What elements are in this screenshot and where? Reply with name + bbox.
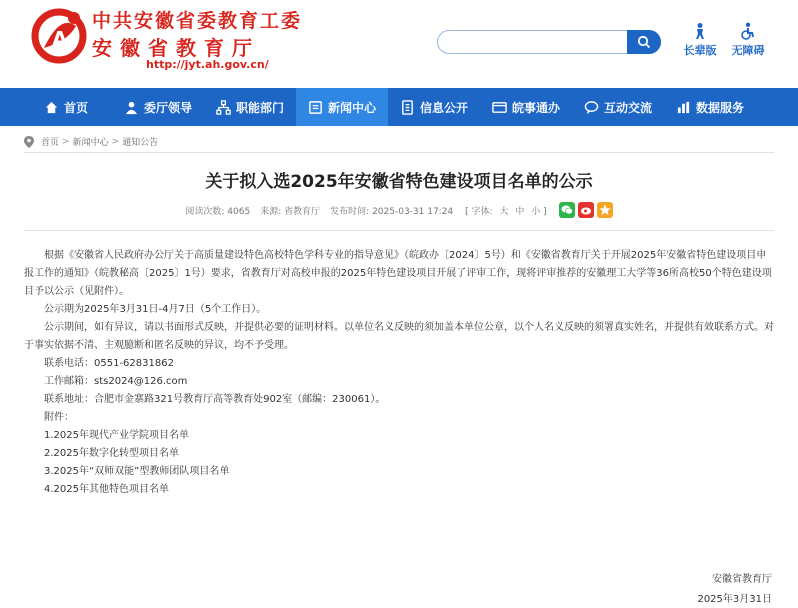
attachments-label: 附件： (44, 412, 74, 423)
contact-address: 联系地址：合肥市金寨路321号教育厅高等教育处902室（邮编：230061）。 (44, 394, 386, 405)
views (185, 204, 250, 217)
contact-phone: 联系电话：0551-62831862 (44, 358, 174, 369)
nav-item-service[interactable] (480, 88, 572, 126)
site-header (0, 0, 798, 88)
paragraph: 公示期间，如有异议，请以书面形式反映，并提供必要的证明材料。以单位名义反映的须加盖本单位公章，以个人名义反映的须署真实姓名，并提供有效联系方式。对于事实依据不清、主观臆断和匿名反映的异议，均不予受理。 (24, 322, 774, 351)
leaders-icon (124, 100, 139, 115)
attachment-link[interactable]: 2.2025年数字化转型项目名单 (44, 448, 179, 459)
location-icon (24, 136, 34, 148)
font-size-label: [ 字体: (465, 206, 493, 217)
nav-item-home[interactable] (20, 88, 112, 126)
breadcrumb-separator: > (111, 136, 120, 147)
paragraph: 根据《安徽省人民政府办公厅关于高质量建设特色高校特色学科专业的指导意见》（皖政办〔2024〕5号）和《安徽省教育厅关于开展2025年安徽省特色建设项目申报工作的通知》（皖教秘高〔2025〕1号）要求，省教育厅对高校申报的2025年特色建设项目开展了评审工作，现将评审推荐的安徽理工大学等36所高校50个特色建设项目予以公示（见附件）。 (24, 250, 772, 297)
nav-item-label: 互动交流 (603, 100, 652, 115)
signature (697, 570, 772, 608)
accessibility-label: 无障碍 (731, 44, 765, 57)
article-body (24, 247, 776, 499)
nav-item-interaction[interactable] (572, 88, 664, 126)
breadcrumb-home[interactable]: 首页 (41, 138, 60, 148)
nav-item-label: 数据服务 (695, 100, 744, 115)
org-icon (216, 100, 231, 115)
breadcrumb-separator: > (62, 136, 70, 147)
search-icon (637, 35, 651, 49)
weibo-icon[interactable] (578, 202, 594, 218)
nav-item-label: 信息公开 (419, 100, 468, 115)
elder-mode-button[interactable] (680, 22, 720, 58)
publish-date (330, 204, 453, 217)
wechat-icon[interactable] (559, 202, 575, 218)
sign-org: 安徽省教育厅 (712, 574, 772, 585)
search-button[interactable] (627, 30, 661, 54)
sign-date: 2025年3月31日 (697, 594, 772, 605)
attachment-link[interactable]: 1.2025年现代产业学院项目名单 (44, 430, 189, 441)
font-large-button[interactable]: 大 (499, 206, 509, 217)
nav-item-label: 职能部门 (235, 100, 284, 115)
logo-icon[interactable] (30, 6, 88, 64)
elder-mode-label: 长辈版 (683, 44, 717, 57)
page-title: 关于拟入选2025年安徽省特色建设项目名单的公示 (205, 172, 593, 192)
site-name-line2: 安徽省教育厅 (92, 36, 260, 60)
qzone-icon[interactable] (597, 202, 613, 218)
data-icon (676, 100, 691, 115)
date-value: 2025-03-31 17:24 (372, 206, 454, 217)
nav-item-label: 新闻中心 (327, 100, 376, 115)
divider (24, 152, 774, 153)
nav-item-info[interactable] (388, 88, 480, 126)
accessibility-icon (739, 22, 757, 40)
home-icon (44, 100, 59, 115)
paragraph: 公示期为2025年3月31日-4月7日（5个工作日）。 (44, 304, 267, 315)
news-icon (308, 100, 323, 115)
views-count: 4065 (227, 206, 251, 217)
nav-item-label: 首页 (63, 100, 88, 115)
source-value: 省教育厅 (284, 206, 321, 217)
font-medium-button[interactable]: 中 (515, 206, 525, 217)
svg-text:A: A (52, 27, 68, 51)
attachment-link[interactable]: 4.2025年其他特色项目名单 (44, 484, 169, 495)
views-label: 阅读次数: (185, 206, 225, 217)
font-size-control (463, 204, 548, 217)
breadcrumb-news[interactable]: 新闻中心 (72, 138, 109, 148)
nav-item-label: 委厅领导 (143, 100, 192, 115)
search-input[interactable] (437, 30, 661, 54)
contact-email: 工作邮箱：sts2024@126.com (44, 376, 188, 387)
attachment-link[interactable]: 3.2025年“双师双能”型教师团队项目名单 (44, 466, 230, 477)
nav-item-departments[interactable] (204, 88, 296, 126)
site-url[interactable]: http://jyt.ah.gov.cn/ (146, 58, 269, 71)
nav-item-label: 皖事通办 (511, 100, 560, 115)
info-icon (400, 100, 415, 115)
site-name-line1: 中共安徽省委教育工委 (92, 10, 303, 32)
source (260, 204, 320, 217)
share-buttons (559, 202, 613, 218)
breadcrumb (24, 135, 158, 148)
nav-item-news[interactable] (296, 88, 388, 126)
source-label: 来源: (260, 206, 282, 217)
main-nav (0, 88, 798, 126)
nav-item-leaders[interactable] (112, 88, 204, 126)
accessibility-button[interactable] (728, 22, 768, 58)
font-small-button[interactable]: 小 ] (531, 206, 547, 217)
article-meta (0, 202, 798, 218)
service-icon (492, 100, 507, 115)
date-label: 发布时间: (330, 206, 370, 217)
divider (24, 230, 774, 231)
breadcrumb-notices[interactable]: 通知公告 (122, 138, 159, 148)
elder-icon (691, 22, 709, 40)
nav-item-data[interactable] (664, 88, 756, 126)
chat-icon (584, 100, 599, 115)
